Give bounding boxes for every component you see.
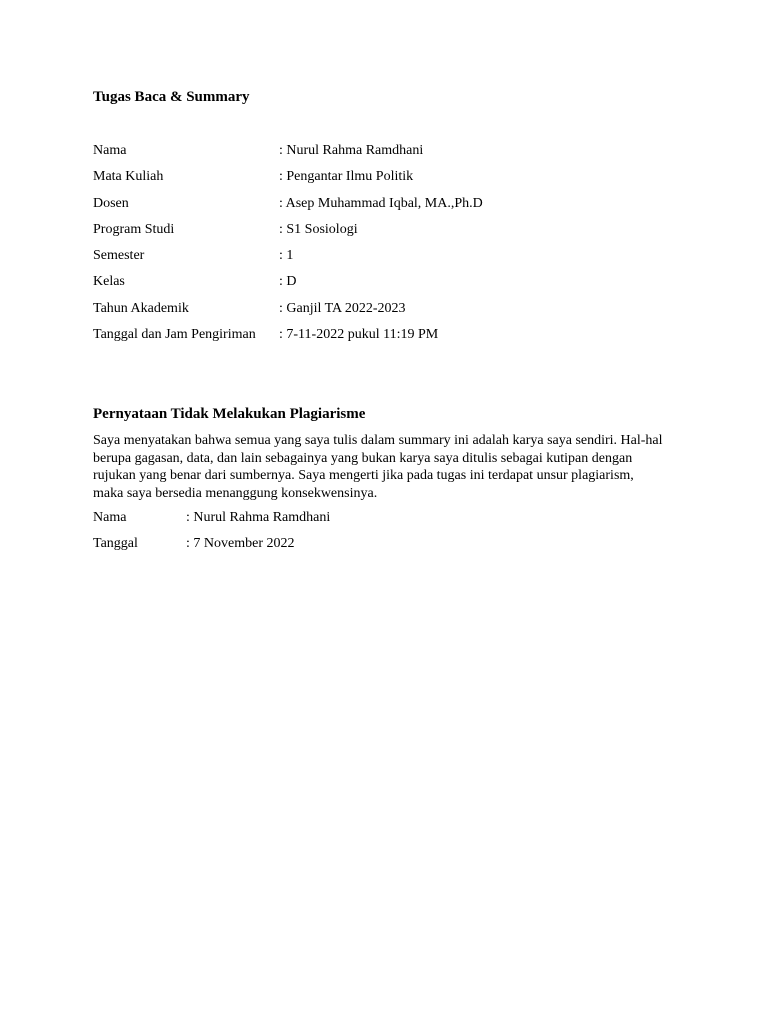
info-row-semester <box>93 246 679 272</box>
info-row-submission-time <box>93 325 679 351</box>
info-row-class <box>93 272 679 298</box>
info-label: Dosen <box>93 195 129 211</box>
declaration-paragraph <box>93 432 663 502</box>
info-label: Nama <box>93 143 127 158</box>
info-label: Program Studi <box>93 221 175 237</box>
signature-value: : Nurul Rahma Ramdhani <box>186 510 331 525</box>
info-value: : 1 <box>279 248 294 264</box>
declaration-line: Saya menyatakan bahwa semua yang saya tulis dalam summary ini adalah karya saya sendiri. Hal-hal <box>93 433 663 448</box>
signature-label: Tanggal <box>93 536 138 551</box>
declaration-line: berupa gagasan, data, dan lain sebagainya yang bukan karya saya ditulis sebagai kutipan dengan <box>93 450 633 466</box>
info-value: : Pengantar Ilmu Politik <box>279 169 414 185</box>
info-label: Tahun Akademik <box>93 300 189 316</box>
declaration-line: maka saya bersedia menanggung konsekwensinya. <box>93 485 378 501</box>
info-value: : D <box>279 274 297 290</box>
signature-row-name <box>93 508 330 534</box>
info-value: : Nurul Rahma Ramdhani <box>279 143 424 158</box>
declaration-title: Pernyataan Tidak Melakukan Plagiarisme <box>93 406 366 422</box>
document-title: Tugas Baca & Summary <box>93 89 250 105</box>
info-value: : 7-11-2022 pukul 11:19 PM <box>279 327 439 343</box>
signature-block <box>93 508 330 560</box>
declaration-line: rujukan yang benar dari sumbernya. Saya mengerti jika pada tugas ini terdapat unsur plagiarism, <box>93 468 634 483</box>
student-info-table <box>93 141 679 351</box>
signature-row-date <box>93 534 330 560</box>
info-value: : Ganjil TA 2022-2023 <box>279 300 406 316</box>
info-label: Semester <box>93 248 145 264</box>
info-value: : S1 Sosiologi <box>279 221 358 237</box>
info-value: : Asep Muhammad Iqbal, MA.,Ph.D <box>279 195 483 211</box>
info-row-program <box>93 220 679 246</box>
info-label: Tanggal dan Jam Pengiriman <box>93 327 256 343</box>
info-label: Kelas <box>93 274 125 290</box>
signature-value: : 7 November 2022 <box>186 536 295 551</box>
signature-label: Nama <box>93 510 127 525</box>
info-label: Mata Kuliah <box>93 169 164 185</box>
info-row-course <box>93 167 679 193</box>
info-row-name <box>93 141 679 167</box>
info-row-lecturer <box>93 194 679 220</box>
info-row-academic-year <box>93 299 679 325</box>
